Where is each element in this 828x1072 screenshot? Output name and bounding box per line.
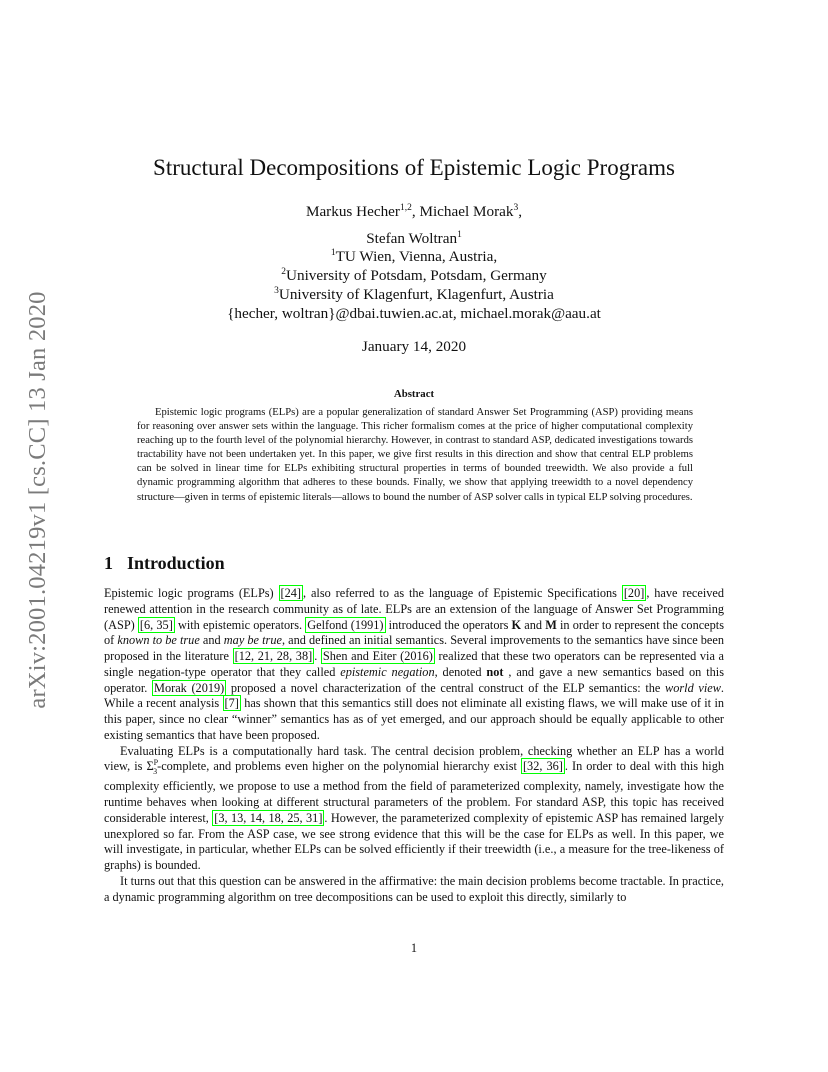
emphasis: may be true xyxy=(223,633,282,648)
citation-link[interactable]: [20] xyxy=(623,586,645,600)
paper-title: Structural Decompositions of Epistemic Logic Programs xyxy=(153,155,675,180)
author-separator: , xyxy=(411,203,420,220)
author-affiliation-marker: 3 xyxy=(513,202,519,213)
page-number: 1 xyxy=(410,941,418,955)
section-number: 1 xyxy=(104,553,113,573)
author-affiliation-marker: 1 xyxy=(457,229,462,240)
affiliation-3 xyxy=(0,286,828,304)
body-text xyxy=(104,586,724,905)
arxiv-identifier-stamp xyxy=(8,291,68,709)
paper-date: January 14, 2020 xyxy=(361,338,467,355)
citation-link[interactable]: [24] xyxy=(280,586,302,600)
affiliation-text: University of Potsdam, Potsdam, Germany xyxy=(286,267,547,284)
citation-link[interactable]: Shen and Eiter (2016) xyxy=(322,649,433,663)
emphasis: world view xyxy=(665,680,721,695)
abstract-heading: Abstract xyxy=(393,388,435,400)
operator-symbol: not xyxy=(486,664,504,679)
affiliation-marker: 2 xyxy=(281,266,287,277)
authors-line-2 xyxy=(0,230,828,248)
affiliation-1 xyxy=(0,248,828,266)
author-separator: , xyxy=(518,203,523,220)
author-emails: {hecher, woltran}@dbai.tuwien.ac.at, michael.morak@aau.at xyxy=(227,305,601,322)
arxiv-identifier-text: arXiv:2001.04219v1 [cs.CC] 13 Jan 2020 xyxy=(24,291,51,709)
citation-link[interactable]: [6, 35] xyxy=(139,617,173,632)
paragraph: It turns out that this question can be answered in the affirmative: the main decision problems become tractable. In practice, a dynamic programming algorithm on tree decompositions can be used to exploit this directly, similarly to xyxy=(104,873,724,904)
author-name: Markus Hecher xyxy=(305,203,400,220)
affiliation-marker: 1 xyxy=(330,247,336,258)
author-affiliation-marker: 1,2 xyxy=(399,202,412,213)
operator-symbol: K xyxy=(511,617,522,632)
author-name: Michael Morak xyxy=(419,203,514,220)
author-name: Stefan Woltran xyxy=(366,230,458,247)
math-subscript: 3 xyxy=(153,766,158,776)
affiliation-marker: 3 xyxy=(274,285,279,296)
citation-link[interactable]: [7] xyxy=(224,696,239,711)
section-title: Introduction xyxy=(127,553,225,573)
operator-symbol: M xyxy=(545,617,557,632)
section-heading xyxy=(104,553,225,574)
paragraph: Evaluating ELPs is a computationally hard task. The central decision problem, checking whether an ELP has a world view, is $\Sigma^P_3$-complete, and problems even higher on the polynomial hierarchy exist [32, 36] . In order to deal with this high complexity efficiently, we propose to use a method from the field of parameterized complexity, namely, investigate how the runtime behaves when looking at different structural parameters of the problem. For standard ASP, this topic has received considerable interest, [3, 13, 14, 18, 25, 31] . However, the parameterized complexity of epistemic ASP has remained largely unexplored so far. From the ASP case, we see strong evidence that this will be the case for ELPs as well. In this paper, we will investigate, in particular, whether ELPs can be solved efficiently if their treewidth (i.e., a measure for the tree-likeness of graphs) is bounded. xyxy=(104,743,724,873)
citation-link[interactable]: Gelfond (1991) xyxy=(307,617,384,632)
emphasis: epistemic negation xyxy=(340,664,435,679)
affiliation-text: TU Wien, Vienna, Austria, xyxy=(335,248,498,265)
authors-line-1 xyxy=(0,203,828,221)
emphasis: known to be true xyxy=(117,633,200,648)
citation-link[interactable]: [32, 36] xyxy=(522,759,563,774)
affiliation-text: University of Klagenfurt, Klagenfurt, Austria xyxy=(278,286,554,303)
abstract-text: Epistemic logic programs (ELPs) are a popular generalization of standard Answer Set Programming (ASP) providing means for reasoning over answer sets within the language. This richer formalism comes at the price of higher computational complexity reaching up to the fourth level of the polynomial hierarchy. However, in contrast to standard ASP, dedicated investigations towards tractability have not been undertaken yet. In this paper, we give first results in this direction and show that central ELP problems can be solved in linear time for ELPs exhibiting structural properties in terms of bounded treewidth. We also provide a full dynamic programming algorithm that adheres to these bounds. Finally, we show that applying treewidth to a novel dependency structure—given in terms of epistemic literals—allows to bound the number of ASP solver calls in typical ELP solving procedures. xyxy=(137,407,693,503)
citation-link[interactable]: Morak (2019) xyxy=(154,680,225,695)
citation-link[interactable]: [3, 13, 14, 18, 25, 31] xyxy=(214,810,323,825)
paragraph: Epistemic logic programs (ELPs) [24] , also referred to as the language of Epistemic Specifications [20] , have received renewed attention in the research community as of late. ELPs are an extension of the language of Answer Set Programming (ASP) [6, 35] with epistemic operators. Gelfond (1991) introduced the operators K and M in order to represent the concepts of known to be true and may be true, and defined an initial semantics. Several improvements to the semantics have since been proposed in the literature [12, 21, 28, 38] . Shen and Eiter (2016) realized that these two operators can be represented via a single negation-type operator that they called epistemic negation, denoted not , and gave a new semantics based on this operator. Morak (2019) proposed a novel characterization of the central construct of the ELP semantics: the world view. While a recent analysis [7] has shown that this semantics still does not eliminate all existing flaws, we will make use of it in this paper, since no clear “winner” semantics has as of yet emerged, and our approach should be equally applicable to other existing semantics that have been proposed. xyxy=(104,586,725,742)
citation-link[interactable]: [12, 21, 28, 38] xyxy=(234,649,313,663)
math-superscript: P xyxy=(153,758,159,768)
affiliation-2 xyxy=(0,267,828,285)
